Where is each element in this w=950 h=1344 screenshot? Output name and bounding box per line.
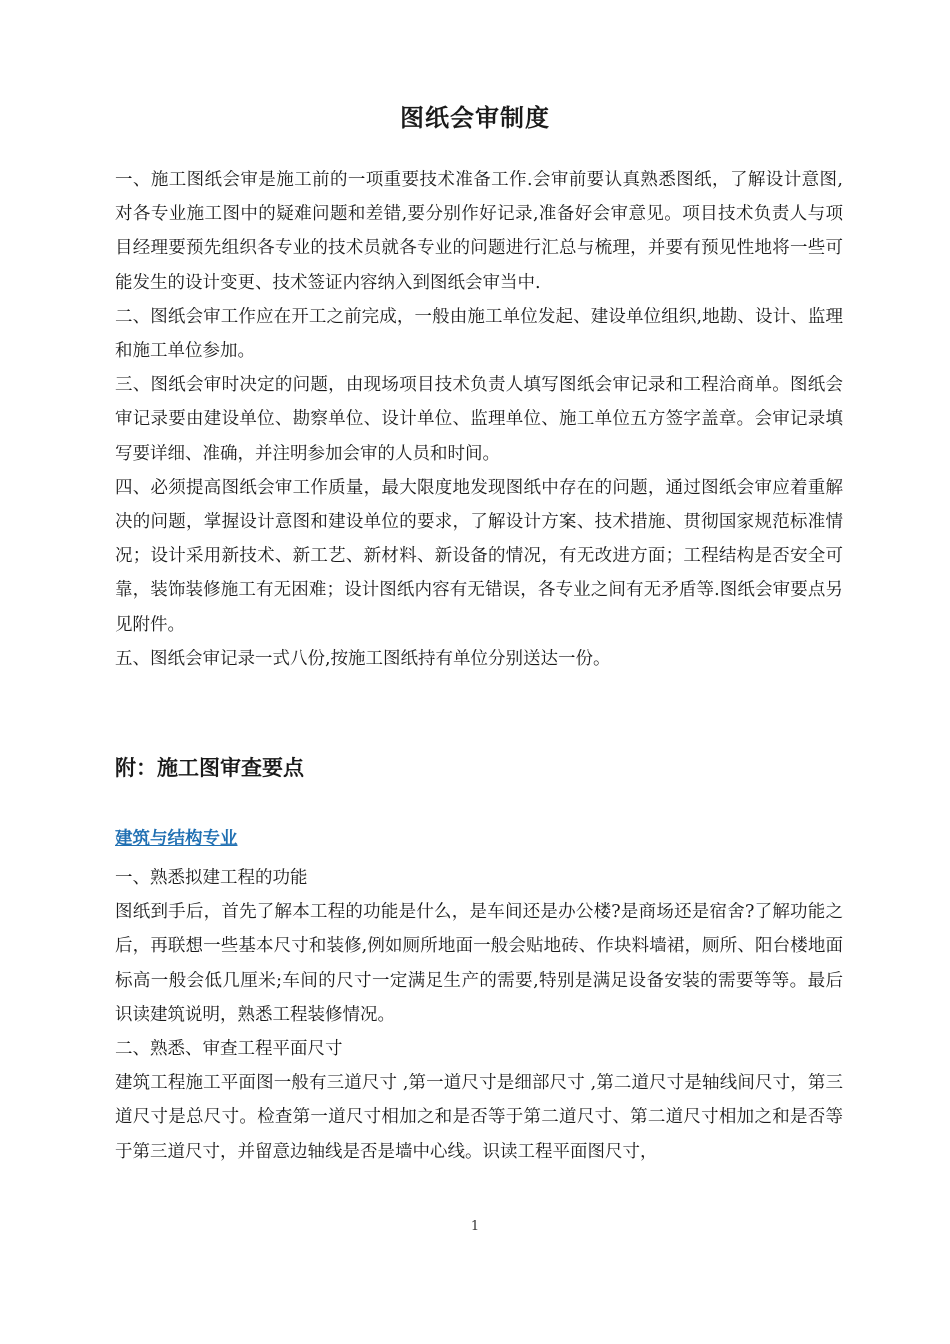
paragraph-1: 一、施工图纸会审是施工前的一项重要技术准备工作.会审前要认真熟悉图纸，了解设计意图,对各专业施工图中的疑难问题和差错,要分别作好记录,准备好会审意见。项目技术负责人与项目经理要预先组织各专业的技术员就各专业的问题进行汇总与梳理，并要有预见性地将一些可能发生的设计变更、技术签证内容纳入到图纸会审当中. — [115, 170, 843, 293]
page-title: 图纸会审制度 — [400, 104, 550, 132]
section-subheading-1: 一、熟悉拟建工程的功能 — [115, 868, 308, 888]
section-subheading-2: 二、熟悉、审查工程平面尺寸 — [115, 1039, 343, 1060]
paragraph-2: 二、图纸会审工作应在开工之前完成，一般由施工单位发起、建设单位组织,地勘、设计、监理和施工单位参加。 — [115, 306, 843, 362]
section-paragraph-2: 建筑工程施工平面图一般有三道尺寸 ,第一道尺寸是细部尺寸 ,第二道尺寸是轴线间尺寸，第三道尺寸是总尺寸。检查第一道尺寸相加之和是否等于第二道尺寸、第二道尺寸相加之和是否等于第三道尺寸，并留意边轴线是否是墙中心线。识读工程平面图尺寸， — [115, 1073, 843, 1162]
page-number: 1 — [470, 1219, 480, 1234]
regulation-body — [115, 163, 843, 676]
appendix-heading: 附：施工图审查要点 — [115, 756, 304, 780]
section-paragraph-1: 图纸到手后，首先了解本工程的功能是什么，是车间还是办公楼?是商场还是宿舍?了解功能之后，再联想一些基本尺寸和装修,例如厕所地面一般会贴地砖、作块料墙裙，厕所、阳台楼地面标高一般会低几厘米;车间的尺寸一定满足生产的需要,特别是满足设备安装的需要等等。最后识读建筑说明，熟悉工程装修情况。 — [115, 902, 843, 1025]
paragraph-4: 四、必须提高图纸会审工作质量，最大限度地发现图纸中存在的问题，通过图纸会审应着重解决的问题，掌握设计意图和建设单位的要求，了解设计方案、技术措施、贯彻国家规范标准情况；设计采用新技术、新工艺、新材料、新设备的情况，有无改进方面；工程结构是否安全可靠，装饰装修施工有无困难；设计图纸内容有无错误，各专业之间有无矛盾等.图纸会审要点另见附件。 — [115, 477, 843, 635]
paragraph-5: 五、图纸会审记录一式八份,按施工图纸持有单位分别送达一份。 — [115, 648, 611, 669]
section-link-architecture-structure[interactable]: 建筑与结构专业 — [115, 829, 238, 849]
section-body — [115, 861, 843, 1169]
paragraph-3: 三、图纸会审时决定的问题，由现场项目技术负责人填写图纸会审记录和工程洽商单。图纸会审记录要由建设单位、勘察单位、设计单位、监理单位、施工单位五方签字盖章。会审记录填写要详细、准确，并注明参加会审的人员和时间。 — [115, 375, 843, 464]
